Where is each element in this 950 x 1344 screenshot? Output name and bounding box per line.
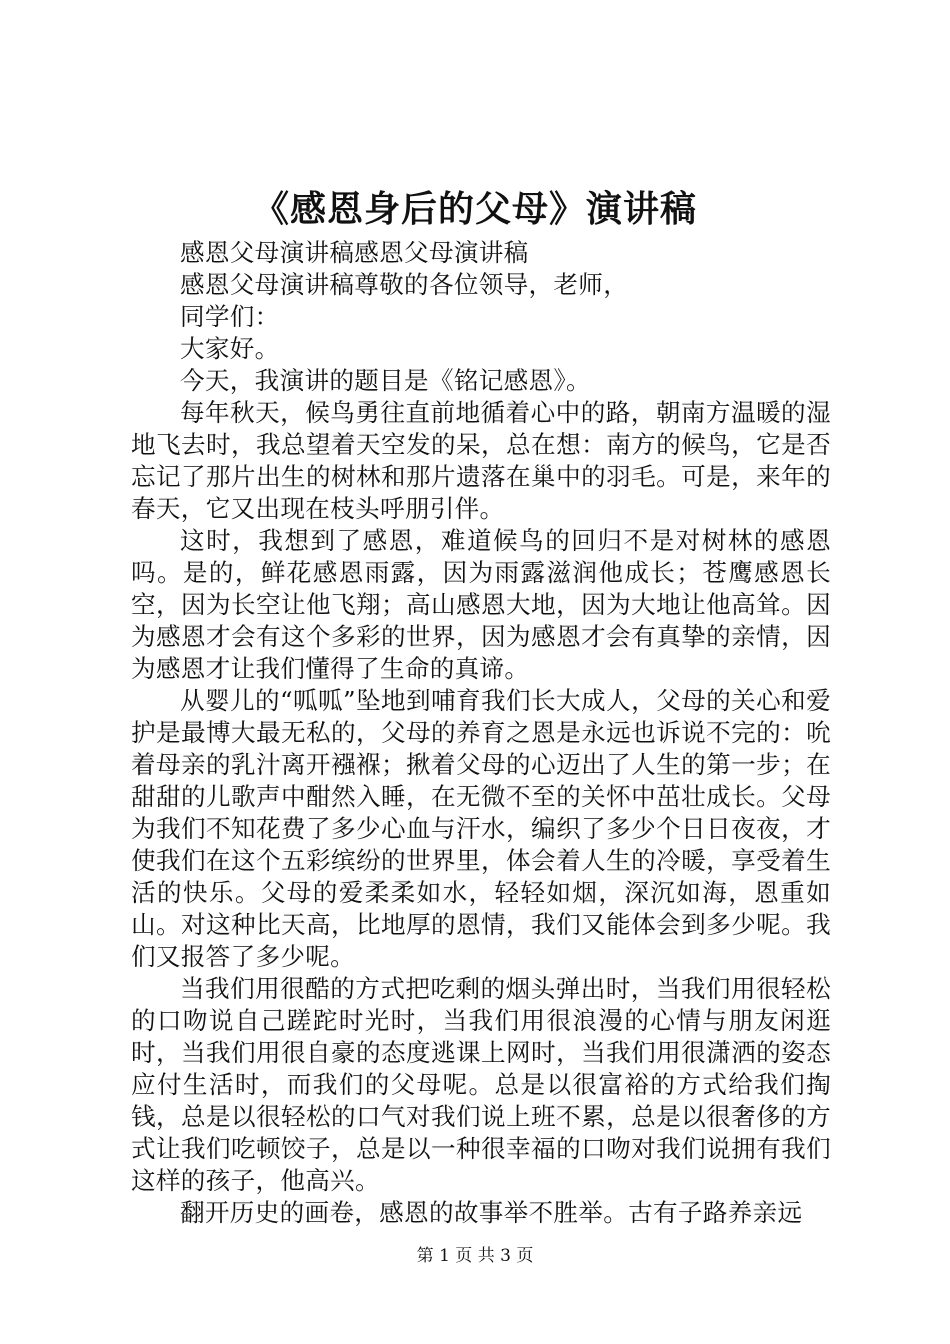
paragraph: 感恩父母演讲稿感恩父母演讲稿 xyxy=(180,238,529,267)
paragraph: 同学们： xyxy=(180,302,280,331)
page-number-footer: 第 1 页 共 3 页 xyxy=(416,1246,534,1266)
paragraph: 这时，我想到了感恩，难道候鸟的回归不是对树林的感恩吗。是的，鲜花感恩雨露，因为雨露滋润他成长；苍鹰感恩长空，因为长空让他飞翔；高山感恩大地，因为大地让他高耸。因为感恩才会有这个多彩的世界，因为感恩才会有真挚的亲情，因为感恩才让我们懂得了生命的真谛。 xyxy=(131,526,831,683)
paragraph: 当我们用很酷的方式把吃剩的烟头弹出时，当我们用很轻松的口吻说自己蹉跎时光时，当我们用很浪漫的心情与朋友闲逛时，当我们用很自豪的态度逃课上网时，当我们用很潇洒的姿态应付生活时，而我们的父母呢。总是以很富裕的方式给我们掏钱，总是以很轻松的口气对我们说上班不累，总是以很奢侈的方式让我们吃顿饺子，总是以一种很幸福的口吻对我们说拥有我们这样的孩子，他高兴。 xyxy=(131,974,831,1195)
paragraph: 感恩父母演讲稿尊敬的各位领导，老师， xyxy=(180,270,629,299)
document-title: 《感恩身后的父母》演讲稿 xyxy=(252,188,697,230)
paragraph: 大家好。 xyxy=(180,334,280,363)
document-body xyxy=(131,237,831,1229)
paragraph: 今天，我演讲的题目是《铭记感恩》。 xyxy=(180,366,591,395)
paragraph: 翻开历史的画卷，感恩的故事举不胜举。古有子路养亲远 xyxy=(180,1198,803,1227)
paragraph: 从婴儿的“呱呱”坠地到哺育我们长大成人，父母的关心和爱护是最博大最无私的，父母的养育之恩是永远也诉说不完的：吮着母亲的乳汁离开襁褓；揪着父母的心迈出了人生的第一步；在甜甜的儿歌声中酣然入睡，在无微不至的关怀中茁壮成长。父母为我们不知花费了多少心血与汗水，编织了多少个日日夜夜，才使我们在这个五彩缤纷的世界里，体会着人生的冷暖，享受着生活的快乐。父母的爱柔柔如水，轻轻如烟，深沉如海，恩重如山。对这种比天高，比地厚的恩情，我们又能体会到多少呢。我们又报答了多少呢。 xyxy=(131,686,831,971)
paragraph: 每年秋天，候鸟勇往直前地循着心中的路，朝南方温暖的湿地飞去时，我总望着天空发的呆，总在想：南方的候鸟，它是否忘记了那片出生的树林和那片遗落在巢中的羽毛。可是，来年的春天，它又出现在枝头呼朋引伴。 xyxy=(131,398,831,523)
